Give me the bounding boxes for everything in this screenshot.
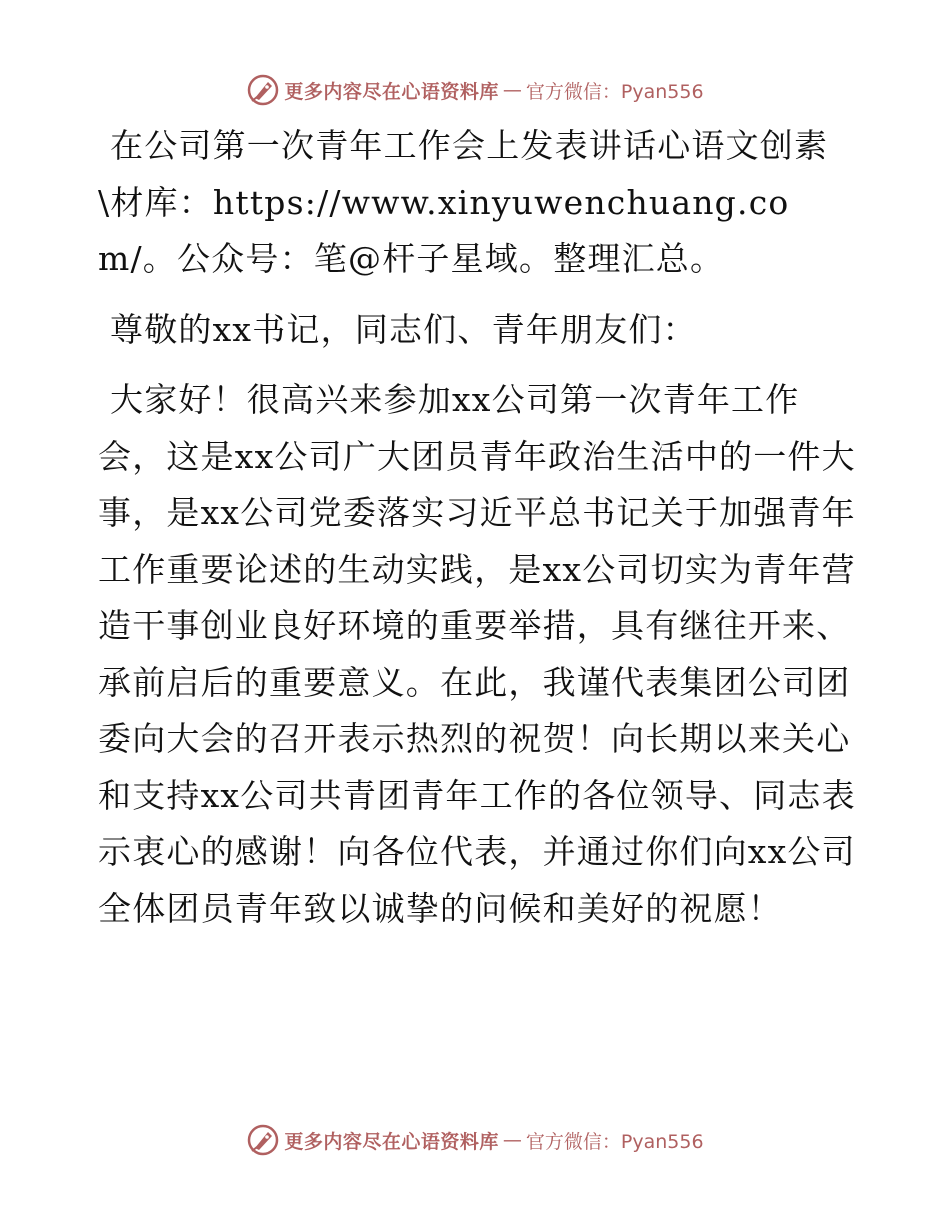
header-brand-text: 更多内容尽在心语资料库 — [284, 80, 499, 103]
header-banner — [0, 70, 950, 110]
greeting-paragraph: 尊敬的xx书记，同志们、青年朋友们： — [110, 309, 697, 349]
header-dash: — — [502, 79, 522, 101]
document-body — [98, 118, 858, 937]
speech-paragraph: 大家好！很高兴来参加xx公司第一次青年工作会，这是xx公司广大团员青年政治生活中的一件大事，是xx公司党委落实习近平总书记关于加强青年工作重要论述的生动实践，是xx公司切实为青年营造干事创业良好环境的重要举措，具有继往开来、承前启后的重要意义。在此，我谨代表集团公司团委向大会的召开表示热烈的祝贺！向长期以来关心和支持xx公司共青团青年工作的各位领导、同志表示衷心的感谢！向各位代表，并通过你们向xx公司全体团员青年致以诚挚的问候和美好的祝愿！ — [98, 380, 856, 928]
footer-banner — [0, 1120, 950, 1160]
footer-brand-text: 更多内容尽在心语资料库 — [284, 1130, 499, 1153]
pen-nib-circle-icon — [246, 1123, 280, 1157]
header-contact-text: 官方微信：Pyan556 — [525, 80, 704, 103]
footer-contact-text: 官方微信：Pyan556 — [525, 1130, 704, 1153]
pen-nib-circle-icon — [246, 73, 280, 107]
footer-dash: — — [502, 1129, 522, 1151]
intro-paragraph: 在公司第一次青年工作会上发表讲话心语文创素\材库：https://www.xinyuwenchuang.com/。公众号：笔@杆子星域。整理汇总。 — [98, 126, 829, 278]
